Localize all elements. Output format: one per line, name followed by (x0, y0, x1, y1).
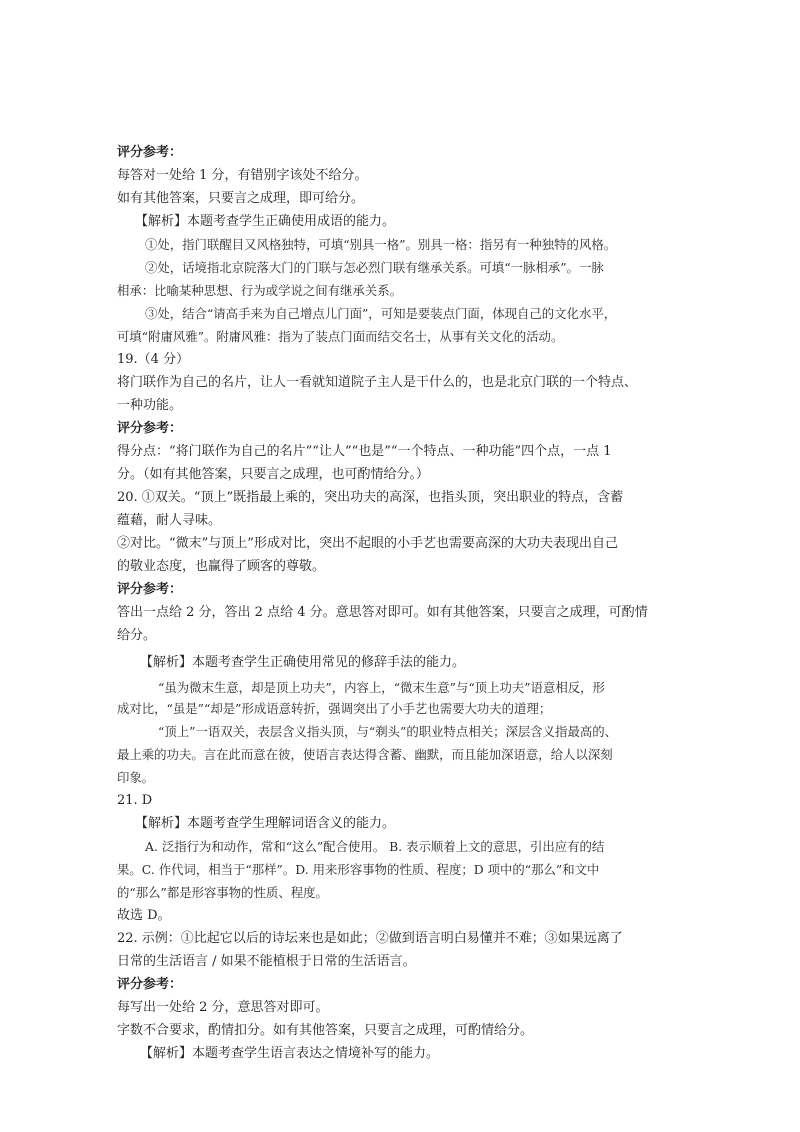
analysis-line: 印象。 (117, 770, 155, 785)
analysis-line: 【解析】本题考查学生正确使用常见的修辞手法的能力。 (140, 655, 466, 670)
analysis-line: 最上乘的功夫。言在此而意在彼，使语言表达得含蓄、幽默，而且能加深语意，给人以深刻 (117, 747, 613, 762)
answer-line: 20. ①双关。“顶上”既指最上乘的，突出功夫的高深，也指头顶，突出职业的特点，含蓄 (117, 490, 624, 505)
analysis-line: ①处，指门联醒目又风格独特，可填“别具一格”。别具一格：指另有一种独特的风格。 (145, 237, 617, 252)
analysis-line: 【解析】本题考查学生语言表达之情境补写的能力。 (140, 1046, 440, 1061)
analysis-line: 的“那么”都是形容事物的性质、程度。 (117, 885, 328, 900)
answer-line: 的敬业态度，也赢得了顾客的尊敬。 (117, 559, 326, 574)
text-line: 字数不合要求，酌情扣分。如有其他答案，只要言之成理，可酌情给分。 (117, 1023, 534, 1038)
question-number: 21. D (117, 793, 153, 808)
answer-line: 一种功能。 (117, 398, 183, 413)
answer-line: 日常的生活语言 / 如果不能植根于日常的生活语言。 (117, 954, 416, 969)
text-line: 给分。 (117, 628, 157, 643)
answer-line: 故选 D。 (117, 908, 171, 923)
scoring-heading: 评分参考： (117, 582, 183, 597)
text-line: 每答对一处给 1 分，有错别字该处不给分。 (117, 168, 368, 183)
analysis-line: “虽为微末生意，却是顶上功夫”，内容上，“微末生意”与“顶上功夫”语意相反，形 (158, 680, 605, 695)
analysis-line: ②处，话境指北京院落大门的门联与怎必烈门联有继承关系。可填“一脉相承”。一脉 (145, 260, 604, 275)
answer-line: 将门联作为自己的名片，让人一看就知道院子主人是干什么的，也是北京门联的一个特点、 (117, 375, 638, 390)
analysis-line: 相承：比喻某种思想、行为或学说之间有继承关系。 (117, 283, 402, 298)
analysis-line: A. 泛指行为和动作，常和“这么”配合使用。 B. 表示顺着上文的意思，引出应有的结 (145, 839, 605, 854)
scoring-heading: 评分参考： (117, 145, 183, 160)
analysis-line: “顶上”一语双关，表层含义指头顶，与“剃头”的职业特点相关；深层含义指最高的、 (158, 724, 618, 739)
text-line: 答出一点给 2 分，答出 2 点给 4 分。意思答对即可。如有其他答案，只要言之成理，可酌情 (117, 605, 648, 620)
analysis-line: 成对比，“虽是”“却是”形成语意转折，强调突出了小手艺也需要大功夫的道理； (117, 701, 552, 716)
text-line: 如有其他答案，只要言之成理，即可给分。 (117, 191, 365, 206)
scoring-heading: 评分参考： (117, 977, 183, 992)
analysis-line: 果。C. 作代词，相当于“那样”。D. 用来形容事物的性质、程度；D 项中的“那么”和文中 (117, 862, 600, 877)
text-line: 每写出一处给 2 分，意思答对即可。 (117, 1000, 329, 1015)
answer-line: ②对比。“微末”与顶上”形成对比，突出不起眼的小手艺也需要高深的大功夫表现出自己 (117, 536, 618, 551)
answer-line: 22. 示例：①比起它以后的诗坛来也是如此；②做到语言明白易懂并不难；③如果远离了 (117, 931, 623, 946)
text-line: 分。（如有其他答案，只要言之成理，也可酌情给分。） (117, 467, 430, 482)
analysis-line: ③处，结合“请高手来为自己增点儿门面”，可知是要装点门面，体现自己的文化水平， (145, 306, 617, 321)
answer-line: 蕴藉，耐人寻味。 (117, 513, 222, 528)
question-number: 19.（4 分） (117, 352, 190, 367)
text-line: 得分点：“将门联作为自己的名片”“让人”“也是”“一个特点、一种功能”四个点，一点 1 (117, 444, 612, 459)
analysis-line: 可填“附庸风雅”。附庸风雅：指为了装点门面而结交名士，从事有关文化的活动。 (117, 329, 564, 344)
analysis-line: 【解析】本题考查学生正确使用成语的能力。 (135, 214, 396, 229)
analysis-line: 【解析】本题考查学生理解词语含义的能力。 (135, 816, 396, 831)
scoring-heading: 评分参考： (117, 421, 183, 436)
